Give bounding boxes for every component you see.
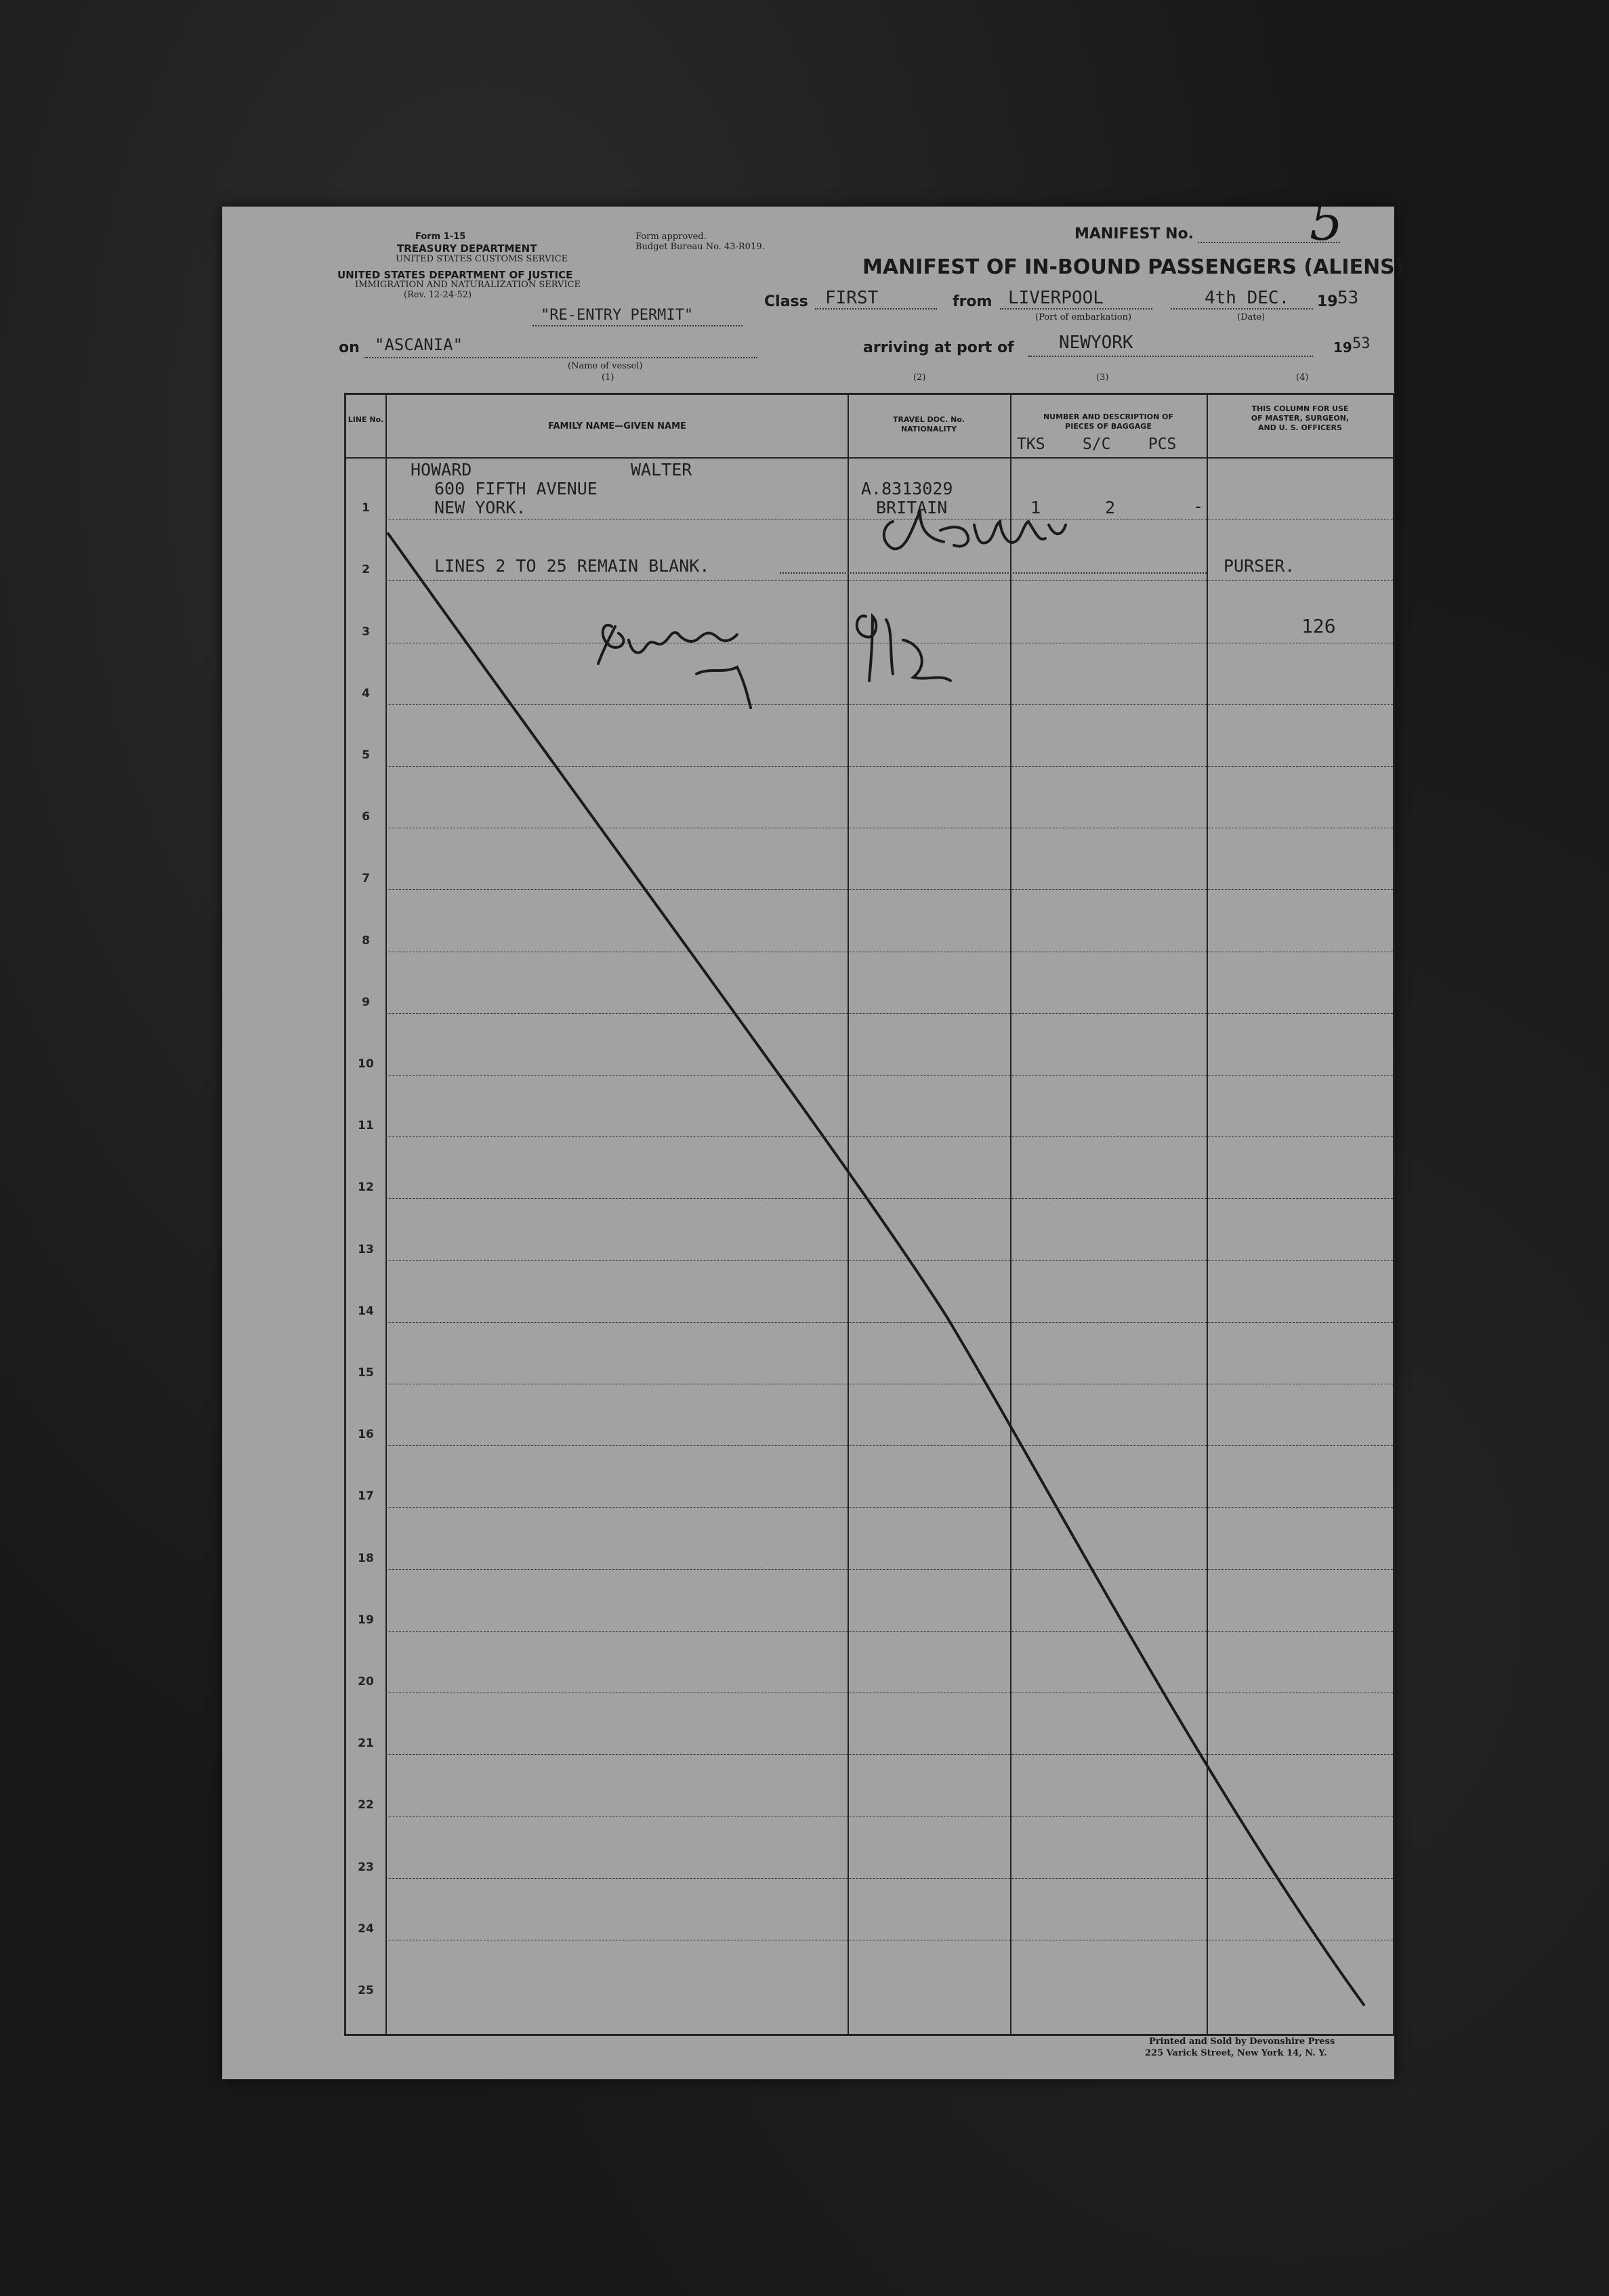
row-number: 9 bbox=[362, 995, 370, 1009]
class-label: Class bbox=[764, 293, 808, 310]
port-embark-caption: (Port of embarkation) bbox=[1035, 312, 1132, 322]
row-number: 17 bbox=[358, 1489, 374, 1504]
inspector-signature bbox=[598, 625, 751, 708]
row-number: 5 bbox=[362, 748, 370, 762]
officer-number: 126 bbox=[1301, 615, 1336, 637]
row-number: 11 bbox=[358, 1119, 374, 1133]
row-number: 8 bbox=[362, 933, 370, 948]
budget-bureau: Budget Bureau No. 43-R019. bbox=[635, 242, 765, 252]
header-use-2: OF MASTER, SURGEON, bbox=[1251, 414, 1350, 423]
manifest-sheet bbox=[222, 192, 1404, 2079]
officer-title: PURSER. bbox=[1224, 556, 1295, 576]
year2-value: 53 bbox=[1352, 335, 1371, 352]
row-number: 16 bbox=[358, 1428, 374, 1442]
year-prefix: 19 bbox=[1317, 293, 1338, 310]
row-number: 21 bbox=[358, 1737, 374, 1751]
col4-caption: (4) bbox=[1296, 373, 1309, 383]
manifest-label: MANIFEST No. bbox=[1074, 226, 1194, 242]
baggage-tks: 1 bbox=[1030, 498, 1041, 517]
passenger-address-1: 600 FIFTH AVENUE bbox=[434, 479, 598, 498]
from-value: LIVERPOOL bbox=[1008, 288, 1104, 308]
purser-signature bbox=[884, 511, 1066, 549]
manifest-number-handwritten: 5 bbox=[1310, 192, 1343, 253]
header-baggage-1: NUMBER AND DESCRIPTION OF bbox=[1043, 412, 1174, 421]
row-number: 20 bbox=[358, 1675, 374, 1688]
date-value: 4th DEC. bbox=[1205, 288, 1290, 308]
header-name: FAMILY NAME—GIVEN NAME bbox=[548, 421, 686, 431]
from-label: from bbox=[953, 293, 992, 310]
header-travel-doc: TRAVEL DOC. No. bbox=[892, 415, 965, 424]
row-number: 23 bbox=[358, 1860, 374, 1874]
header-use-3: AND U. S. OFFICERS bbox=[1257, 423, 1342, 432]
row-number: 24 bbox=[358, 1921, 374, 1936]
baggage-subheader: TKS S/C PCS bbox=[1017, 435, 1177, 453]
row-number: 14 bbox=[358, 1304, 374, 1318]
row-number: 3 bbox=[362, 624, 370, 639]
remain-blank-note: LINES 2 TO 25 REMAIN BLANK. bbox=[434, 556, 710, 576]
on-label: on bbox=[339, 339, 360, 356]
col2-caption: (2) bbox=[913, 373, 926, 383]
vessel-caption: (Name of vessel) bbox=[568, 361, 643, 371]
row-number: 25 bbox=[358, 1984, 374, 1997]
form-number: Form 1-15 bbox=[415, 232, 466, 242]
row-number: 7 bbox=[362, 872, 370, 886]
row-number: 22 bbox=[358, 1798, 374, 1812]
row-number: 6 bbox=[362, 810, 370, 824]
year2-prefix: 19 bbox=[1333, 339, 1352, 356]
row-number: 15 bbox=[358, 1366, 374, 1380]
row-number: 10 bbox=[358, 1057, 374, 1071]
inspector-initials bbox=[857, 616, 950, 681]
row-number: 1 bbox=[362, 501, 370, 515]
row-number: 12 bbox=[358, 1181, 374, 1195]
revision: (Rev. 12-24-52) bbox=[404, 290, 472, 300]
header-nationality: NATIONALITY bbox=[900, 425, 957, 433]
cancel-diagonal-line bbox=[388, 534, 1364, 2005]
date-caption: (Date) bbox=[1237, 312, 1266, 322]
col3-caption: (3) bbox=[1096, 373, 1109, 383]
header-use-1: THIS COLUMN FOR USE bbox=[1251, 404, 1349, 413]
reentry-permit: "RE-ENTRY PERMIT" bbox=[541, 307, 694, 324]
form-approved: Form approved. bbox=[635, 232, 707, 242]
col1-caption: (1) bbox=[602, 373, 614, 383]
row-number: 4 bbox=[362, 686, 370, 700]
handwritten-marks bbox=[222, 207, 1394, 2079]
header-baggage-2: PIECES OF BAGGAGE bbox=[1065, 422, 1152, 431]
travel-doc-number: A.8313029 bbox=[861, 479, 953, 498]
row-number: 18 bbox=[358, 1551, 374, 1565]
manifest-title: MANIFEST OF IN-BOUND PASSENGERS (ALIENS) bbox=[862, 255, 1404, 279]
passenger-given-name: WALTER bbox=[631, 460, 692, 480]
row-number: 19 bbox=[358, 1613, 374, 1627]
justice-dept: UNITED STATES DEPARTMENT OF JUSTICE bbox=[337, 269, 573, 281]
printer-line-2: 225 Varick Street, New York 14, N. Y. bbox=[1145, 2048, 1327, 2058]
year-value: 53 bbox=[1337, 288, 1359, 308]
vessel-value: "ASCANIA" bbox=[375, 335, 463, 354]
nationality: BRITAIN bbox=[876, 498, 948, 517]
class-value: FIRST bbox=[825, 288, 879, 308]
passenger-family-name: HOWARD bbox=[411, 460, 472, 480]
row-number: 2 bbox=[362, 563, 370, 577]
ins-service: IMMIGRATION AND NATURALIZATION SERVICE bbox=[355, 280, 581, 290]
header-line-no: LINE No. bbox=[348, 415, 384, 424]
customs-service: UNITED STATES CUSTOMS SERVICE bbox=[396, 254, 568, 264]
arrival-port: NEWYORK bbox=[1059, 333, 1133, 353]
treasury-dept: TREASURY DEPARTMENT bbox=[397, 242, 537, 255]
row-number: 13 bbox=[358, 1242, 374, 1256]
passenger-address-2: NEW YORK. bbox=[434, 498, 526, 517]
printer-line-1: Printed and Sold by Devonshire Press bbox=[1149, 2037, 1335, 2047]
arriving-label: arriving at port of bbox=[863, 339, 1014, 356]
baggage-sc: 2 bbox=[1105, 498, 1116, 517]
baggage-pcs: - bbox=[1193, 496, 1204, 516]
